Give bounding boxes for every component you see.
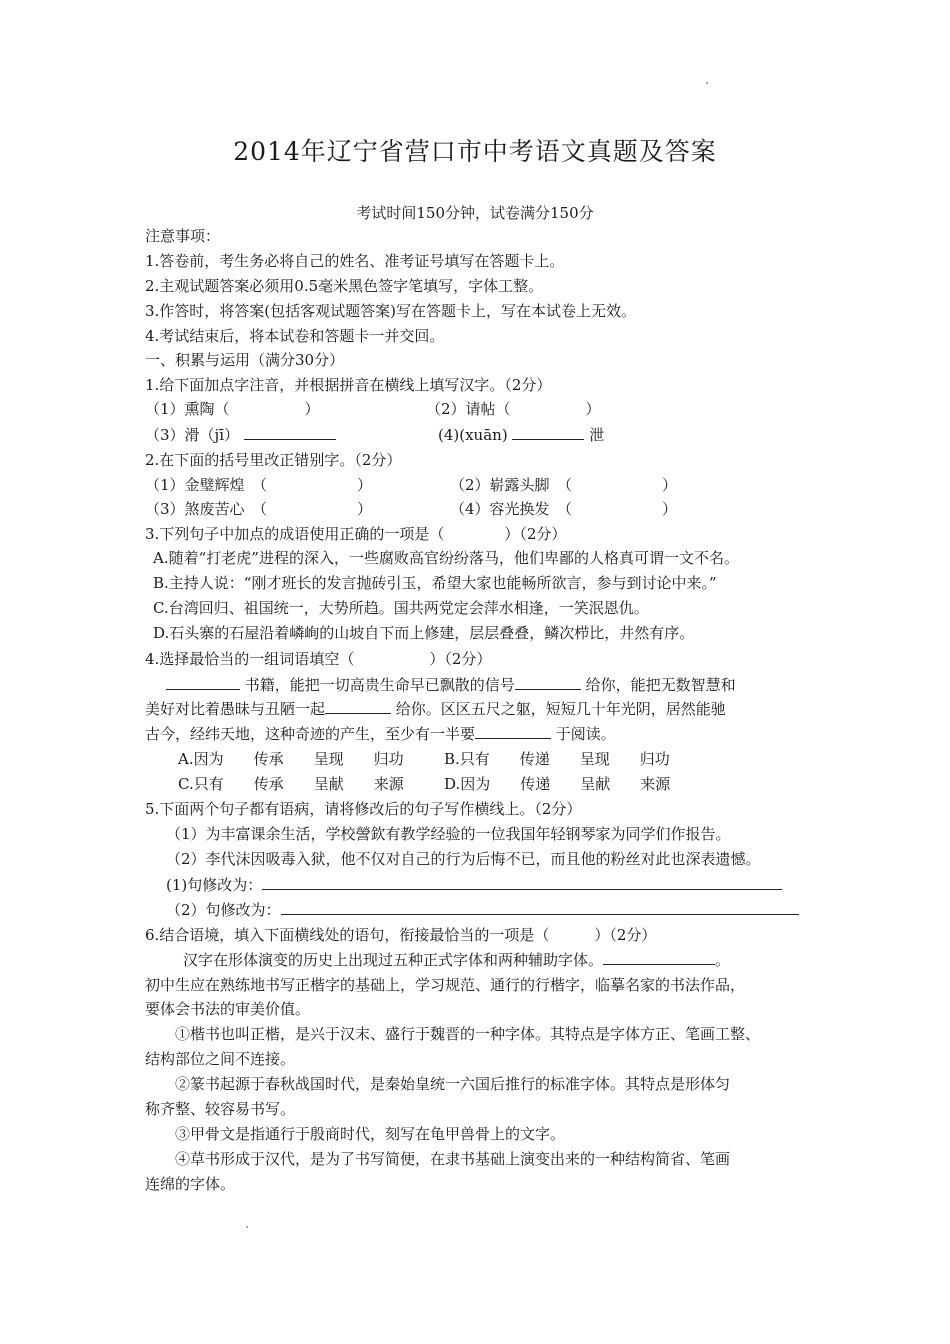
note-item: 3.作答时，将答案(包括客观试题答案)写在答题卡上，写在本试卷上无效。 bbox=[145, 302, 637, 320]
answer-blank[interactable] bbox=[512, 425, 584, 440]
passage-text: 给你，能把无数智慧和 bbox=[585, 676, 736, 694]
section-heading: 一、积累与运用（满分30分） bbox=[145, 351, 345, 369]
q3-option-d: D.石头寨的石屋沿着嶙峋的山坡自下而上修建，层层叠叠，鳞次栉比，井然有序。 bbox=[153, 624, 695, 642]
question-stem: 2.在下面的括号里改正错别字。（2分） bbox=[145, 451, 402, 469]
page-title: 2014年辽宁省营口市中考语文真题及答案 bbox=[233, 137, 717, 166]
q1-item-4 bbox=[438, 425, 604, 445]
q6-passage-line bbox=[183, 950, 730, 970]
q2-item-3: （3）煞废苦心 （ ） bbox=[145, 500, 373, 518]
note-item: 2.主观试题答案必须用0.5毫米黑色签字笔填写，字体工整。 bbox=[145, 277, 544, 295]
q5-sentence-1: （1）为丰富课余生活，学校謍欽有教学经验的一位我国年轻钢琴家为同学们作报告。 bbox=[166, 825, 731, 843]
note-item: 4.考试结束后，将本试卷和答题卡一并交回。 bbox=[145, 327, 445, 345]
q2-item-4: （4）容光换发 （ ） bbox=[450, 500, 678, 518]
question-stem: 5.下面两个句子都有语病，请将修改后的句子写作横线上。（2分） bbox=[145, 800, 582, 818]
q6-option-4-cont: 连绵的字体。 bbox=[145, 1175, 236, 1193]
exam-info: 考试时间150分钟，试卷满分150分 bbox=[356, 204, 594, 222]
answer-blank[interactable] bbox=[515, 675, 581, 690]
q5-sentence-2: （2）李代沫因吸毒入狱，他不仅对自己的行为后悔不已，而且他的粉丝对此也深表遗憾。 bbox=[166, 850, 761, 868]
answer-blank[interactable] bbox=[166, 675, 240, 690]
answer-line[interactable] bbox=[262, 875, 782, 890]
passage-text: 古今，经纬天地，这种奇迹的产生，至少有一半要 bbox=[145, 725, 476, 743]
answer-line[interactable] bbox=[281, 900, 799, 915]
q4-option-a: A.因为 传承 呈现 归功 bbox=[178, 750, 404, 768]
q1-item-3 bbox=[145, 425, 336, 445]
q6-option-2: ②篆书起源于春秋战国时代，是秦始皇统一六国后推行的标准字体。其特点是形体匀 bbox=[175, 1075, 731, 1093]
passage-text: 书籍，能把一切高贵生命早已飘散的信号 bbox=[244, 676, 515, 694]
q1-item-2: （2）请帖（ ） bbox=[426, 400, 601, 418]
q1-item-3-label: （3）滑（jī） bbox=[145, 426, 239, 444]
q5-revision-1 bbox=[166, 875, 782, 895]
q6-passage-line: 要体会书法的审美价值。 bbox=[145, 1000, 311, 1018]
notes-heading: 注意事项： bbox=[145, 227, 221, 245]
answer-blank[interactable] bbox=[244, 425, 336, 440]
q4-option-b: B.只有 传递 呈现 归功 bbox=[444, 750, 670, 768]
question-stem: 4.选择最恰当的一组词语填空（ ）（2分） bbox=[145, 650, 492, 668]
q6-option-1: ①楷书也叫正楷，是兴于汉末、盛行于魏晋的一种字体。其特点是字体方正、笔画工整、 bbox=[175, 1025, 761, 1043]
question-stem: 6.结合语境，填入下面横线处的语句，衔接最恰当的一项是（ ）（2分） bbox=[145, 926, 657, 944]
question-stem: 3.下列句子中加点的成语使用正确的一项是（ ）（2分） bbox=[145, 525, 567, 543]
q4-passage-line bbox=[145, 699, 726, 719]
q2-item-1: （1）金璧辉煌 （ ） bbox=[145, 476, 373, 494]
revision-label: （2）句修改为： bbox=[166, 901, 281, 919]
q4-passage-line bbox=[166, 675, 736, 695]
passage-text: 。 bbox=[715, 951, 731, 969]
q6-passage-line: 初中生应在熟练地书写正楷字的基础上，学习规范、通行的行楷字，临摹名家的书法作品， bbox=[145, 976, 746, 994]
q4-option-d: D.因为 传递 呈献 来源 bbox=[444, 775, 671, 793]
q1-item-4-label: (4)(xuān) bbox=[438, 426, 508, 444]
q6-option-3: ③甲骨文是指通行于殷商时代，刻写在龟甲兽骨上的文字。 bbox=[175, 1125, 566, 1143]
q5-revision-2 bbox=[166, 900, 799, 920]
note-item: 1.答卷前，考生务必将自己的姓名、准考证号填写在答题卡上。 bbox=[145, 252, 565, 270]
q6-option-2-cont: 称齐整、较容易书写。 bbox=[145, 1100, 296, 1118]
q4-option-c: C.只有 传承 呈献 来源 bbox=[178, 775, 404, 793]
answer-blank[interactable] bbox=[325, 699, 391, 714]
q2-item-2: （2）崭露头脚 （ ） bbox=[450, 476, 678, 494]
question-stem: 1.给下面加点字注音，并根据拼音在横线上填写汉字。（2分） bbox=[145, 376, 552, 394]
q6-option-4: ④草书形成于汉代，是为了书写简便，在隶书基础上演变出来的一种结构简省、笔画 bbox=[175, 1150, 731, 1168]
passage-text: 给你。区区五尺之躯，短短几十年光阴，居然能驰 bbox=[395, 700, 726, 718]
q1-item-1: （1）熏陶（ ） bbox=[145, 400, 320, 418]
passage-text: 于阅读。 bbox=[555, 725, 616, 743]
q6-option-1-cont: 结构部位之间不连接。 bbox=[145, 1050, 296, 1068]
scan-speck bbox=[246, 1226, 248, 1228]
answer-blank[interactable] bbox=[475, 724, 551, 739]
q1-item-4-tail: 泄 bbox=[589, 426, 605, 444]
q3-option-c: C.台湾回归、祖国统一，大势所趋。国共两党定会萍水相逢，一笑泯恩仇。 bbox=[153, 599, 649, 617]
q4-passage-line bbox=[145, 724, 616, 744]
answer-blank[interactable] bbox=[603, 950, 715, 965]
revision-label: (1)句修改为： bbox=[166, 876, 263, 894]
q3-option-b: B.主持人说：“刚才班长的发言抛砖引玉，希望大家也能畅所欲言，参与到讨论中来。” bbox=[153, 574, 717, 592]
passage-text: 美好对比着愚昧与丑陋一起 bbox=[145, 700, 326, 718]
q3-option-a: A.随着“打老虎”进程的深入，一些腐败高官纷纷落马，他们卑鄙的人格真可谓一文不名。 bbox=[153, 549, 739, 567]
passage-text: 汉字在形体演变的历史上出现过五种正式字体和两种辅助字体。 bbox=[183, 951, 604, 969]
scan-speck bbox=[706, 82, 708, 84]
